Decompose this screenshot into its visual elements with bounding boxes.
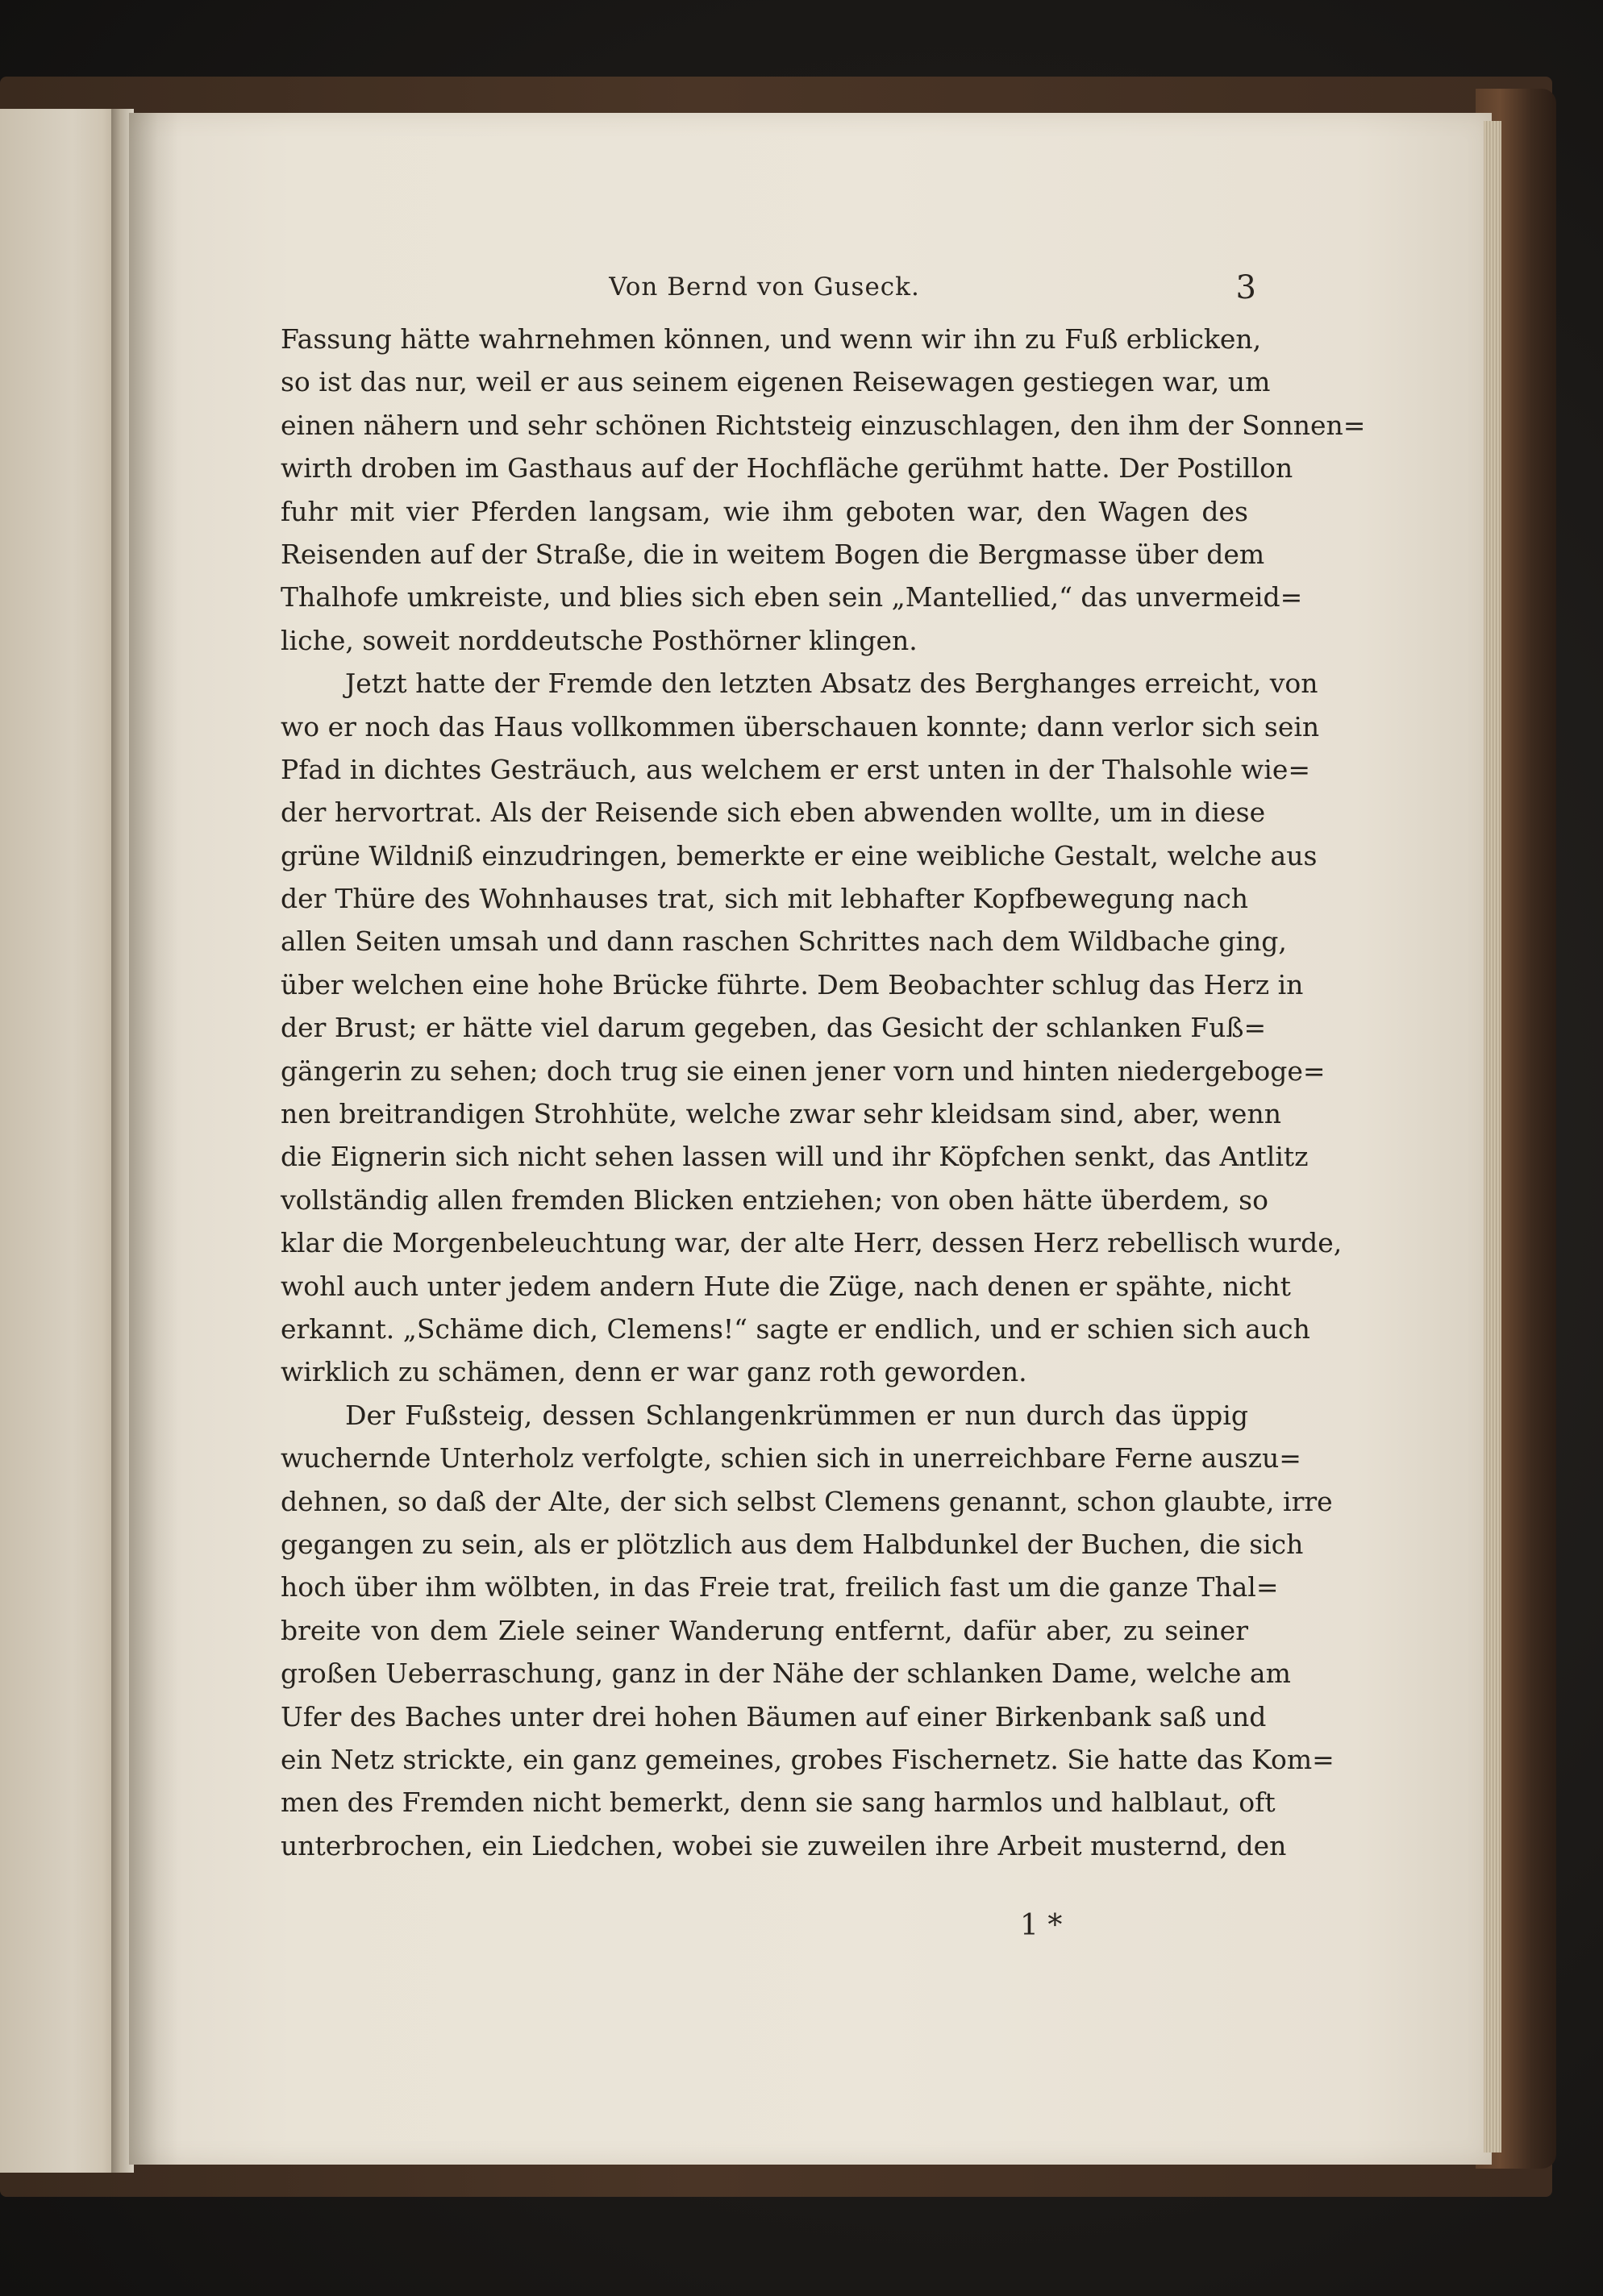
page-block-edges (1484, 121, 1501, 2152)
text-line: wohl auch unter jedem andern Hute die Züge, nach denen er spähte, nicht (281, 1270, 1291, 1302)
page-number: 3 (1235, 269, 1256, 306)
text-line: klar die Morgenbeleuchtung war, der alte Herr, dessen Herz rebellisch wurde, (281, 1227, 1343, 1259)
text-line: allen Seiten umsah und dann raschen Schrittes nach dem Wildbache ging, (281, 925, 1287, 958)
running-head (281, 266, 1256, 314)
text-line: der Thüre des Wohnhauses trat, sich mit lebhafter Kopfbewegung nach (281, 883, 1248, 915)
text-line: wo er noch das Haus vollkommen überschauen konnte; dann verlor sich sein (281, 710, 1320, 742)
text-line: der Brust; er hätte viel darum gegeben, das Gesicht der schlanken Fuß= (281, 1012, 1267, 1044)
text-line: wirth droben im Gasthaus auf der Hochfläche gerühmt hatte. Der Postillon (281, 452, 1293, 485)
text-line: hoch über ihm wölbten, in das Freie trat, freilich fast um die ganze Thal= (281, 1571, 1279, 1603)
text-line: nen breitrandigen Strohhüte, welche zwar sehr kleidsam sind, aber, wenn (281, 1098, 1281, 1130)
text-line: fuhr mit vier Pferden langsam, wie ihm geboten war, den Wagen des (281, 495, 1248, 527)
text-line: Jetzt hatte der Fremde den letzten Absatz des Berghanges erreicht, von (345, 668, 1318, 700)
text-line: Thalhofe umkreiste, und blies sich eben sein „Mantellied,“ das unvermeid= (281, 581, 1303, 614)
text-line: grüne Wildniß einzudringen, bemerkte er eine weibliche Gestalt, welche aus (281, 839, 1318, 871)
text-line: großen Ueberraschung, ganz in der Nähe der schlanken Dame, welche am (281, 1658, 1291, 1690)
text-line: so ist das nur, weil er aus seinem eigenen Reisewagen gestiegen war, um (281, 366, 1271, 398)
page-text-block (281, 266, 1366, 1867)
text-line: liche, soweit norddeutsche Posthörner klingen. (281, 624, 918, 656)
text-line: ein Netz strickte, ein ganz gemeines, grobes Fischernetz. Sie hatte das Kom= (281, 1743, 1334, 1775)
text-line: gegangen zu sein, als er plötzlich aus dem Halbdunkel der Buchen, die sich (281, 1528, 1304, 1560)
text-line: einen nähern und sehr schönen Richtsteig einzuschlagen, den ihm der Sonnen= (281, 409, 1366, 441)
text-line: der hervortrat. Als der Reisende sich eben abwenden wollte, um in diese (281, 797, 1266, 829)
body-text (281, 318, 1366, 1867)
text-line: Der Fußsteig, dessen Schlangenkrümmen er nun durch das üppig (345, 1399, 1248, 1431)
text-line: erkannt. „Schäme dich, Clemens!“ sagte er endlich, und er schien sich auch (281, 1312, 1310, 1345)
text-line: über welchen eine hohe Brücke führte. Dem Beobachter schlug das Herz in (281, 968, 1304, 1000)
text-line: wirklich zu schämen, denn er war ganz roth geworden. (281, 1356, 1027, 1388)
text-line: breite von dem Ziele seiner Wanderung entfernt, dafür aber, zu seiner (281, 1614, 1248, 1646)
page-gutter-shadow (129, 113, 177, 2165)
text-line: die Eignerin sich nicht sehen lassen will und ihr Köpfchen senkt, das Antlitz (281, 1141, 1309, 1173)
text-line: vollständig allen fremden Blicken entziehen; von oben hätte überdem, so (281, 1183, 1268, 1216)
running-head-title: Von Bernd von Guseck. (609, 272, 920, 302)
text-line: Ufer des Baches unter drei hohen Bäumen auf einer Birkenbank saß und (281, 1700, 1267, 1732)
text-line: dehnen, so daß der Alte, der sich selbst Clemens genannt, schon glaubte, irre (281, 1485, 1333, 1517)
text-line: wuchernde Unterholz verfolgte, schien sich in unerreichbare Ferne auszu= (281, 1442, 1301, 1475)
text-line: men des Fremden nicht bemerkt, denn sie sang harmlos und halblaut, oft (281, 1786, 1276, 1819)
text-line: Fassung hätte wahrnehmen können, und wenn wir ihn zu Fuß erblicken, (281, 323, 1262, 355)
text-line: Reisenden auf der Straße, die in weitem Bogen die Bergmasse über dem (281, 538, 1265, 570)
signature-mark: 1 * (1020, 1909, 1063, 1942)
text-line: unterbrochen, ein Liedchen, wobei sie zuweilen ihre Arbeit musternd, den (281, 1829, 1287, 1861)
text-line: Pfad in dichtes Gesträuch, aus welchem er erst unten in der Thalsohle wie= (281, 753, 1311, 785)
text-line: gängerin zu sehen; doch trug sie einen jener vorn und hinten niedergeboge= (281, 1054, 1326, 1087)
left-page (0, 109, 121, 2173)
